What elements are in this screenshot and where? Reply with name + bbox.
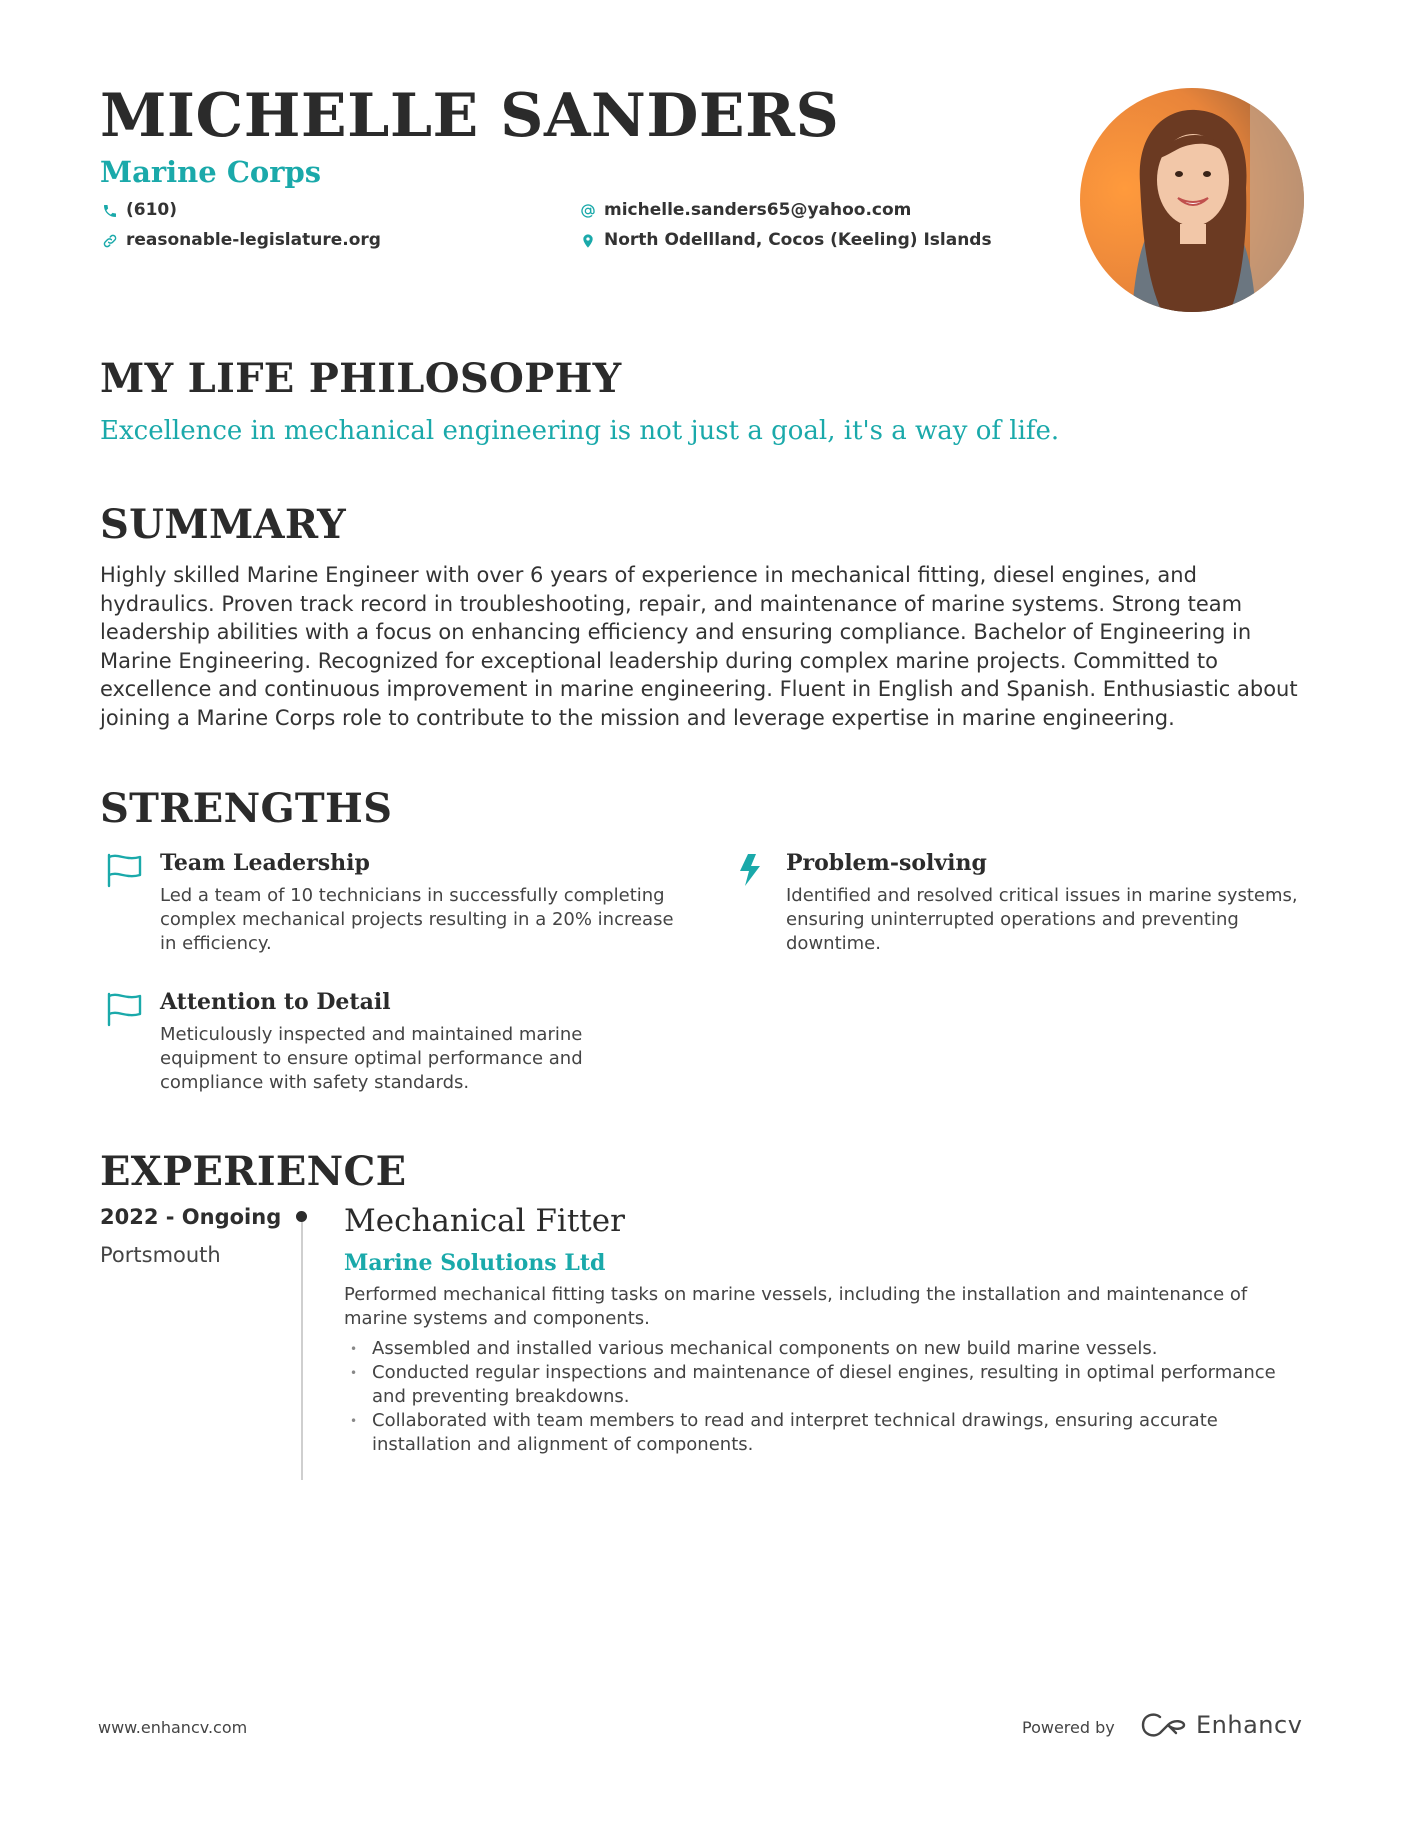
link-icon bbox=[102, 233, 118, 249]
map-pin-icon bbox=[580, 233, 596, 249]
flag-icon bbox=[104, 991, 144, 1027]
candidate-role: Marine Corps bbox=[100, 155, 322, 189]
contact-website bbox=[102, 232, 381, 249]
enhancv-brand-text: Enhancv bbox=[1196, 1711, 1303, 1739]
footer-powered-by: Powered by bbox=[1022, 1718, 1115, 1737]
strength-title: Problem-solving bbox=[786, 850, 987, 876]
phone-text: (610) bbox=[126, 200, 178, 220]
timeline-line bbox=[301, 1222, 303, 1480]
experience-description: Performed mechanical fitting tasks on marine vessels, including the installation and maintenance of marine systems and components. bbox=[344, 1284, 1248, 1329]
strength-title: Team Leadership bbox=[160, 850, 370, 876]
phone-icon bbox=[102, 203, 118, 219]
enhancv-logo-icon bbox=[1140, 1712, 1188, 1738]
strength-description: Identified and resolved critical issues in marine systems, ensuring uninterrupted operations and preventing downtime. bbox=[786, 885, 1298, 955]
portrait-image bbox=[1080, 88, 1304, 312]
footer-website-link[interactable]: www.enhancv.com bbox=[98, 1718, 248, 1737]
experience-location: Portsmouth bbox=[100, 1243, 221, 1267]
lightning-icon bbox=[730, 852, 770, 888]
philosophy-quote: Excellence in mechanical engineering is not just a goal, it's a way of life. bbox=[100, 416, 1060, 446]
experience-bullet: • Collaborated with team members to read and interpret technical drawings, ensuring accurate installation and alignment of components. bbox=[344, 1409, 1304, 1457]
strengths-heading: STRENGTHS bbox=[100, 785, 393, 832]
email-text: michelle.sanders65@yahoo.com bbox=[604, 200, 912, 220]
experience-bullet: • Assembled and installed various mechanical components on new build marine vessels. bbox=[344, 1337, 1304, 1361]
experience-heading: EXPERIENCE bbox=[100, 1148, 407, 1195]
experience-position: Mechanical Fitter bbox=[344, 1203, 625, 1239]
location-text: North Odellland, Cocos (Keeling) Islands bbox=[604, 230, 992, 250]
contact-location bbox=[580, 232, 992, 249]
at-icon bbox=[580, 203, 596, 219]
experience-bullets bbox=[344, 1337, 1304, 1457]
candidate-name: MICHELLE SANDERS bbox=[100, 81, 840, 151]
contact-email bbox=[580, 202, 911, 219]
strength-description: Meticulously inspected and maintained marine equipment to ensure optimal performance and compliance with safety standards. bbox=[160, 1024, 583, 1094]
experience-dates: 2022 - Ongoing bbox=[100, 1205, 282, 1229]
flag-icon bbox=[104, 852, 144, 888]
timeline-dot bbox=[296, 1211, 307, 1222]
experience-bullet: • Conducted regular inspections and maintenance of diesel engines, resulting in optimal performance and preventing breakdowns. bbox=[344, 1361, 1304, 1409]
philosophy-heading: MY LIFE PHILOSOPHY bbox=[100, 355, 622, 402]
strength-item bbox=[160, 850, 680, 956]
strength-item bbox=[786, 850, 1306, 956]
summary-heading: SUMMARY bbox=[100, 501, 347, 548]
enhancv-logo bbox=[1140, 1712, 1302, 1738]
website-text: reasonable-legislature.org bbox=[126, 230, 381, 250]
contact-phone bbox=[102, 202, 177, 219]
experience-company: Marine Solutions Ltd bbox=[344, 1250, 606, 1276]
strength-description: Led a team of 10 technicians in successfully completing complex mechanical projects resulting in a 20% increase in efficiency. bbox=[160, 885, 674, 955]
profile-photo bbox=[1080, 88, 1304, 312]
strength-title: Attention to Detail bbox=[160, 989, 391, 1015]
summary-text: Highly skilled Marine Engineer with over 6 years of experience in mechanical fitting, diesel engines, and hydraulics. Proven track record in troubleshooting, repair, and maintenance of marine systems. Strong team leadership abilities with a focus on enhancing efficiency and ensuring compliance. Bachelor of Engineering in Marine Engineering. Recognized for exceptional leadership during complex marine projects. Committed to excellence and continuous improvement in marine engineering. Fluent in English and Spanish. Enthusiastic about joining a Marine Corps role to contribute to the mission and leverage expertise in marine engineering. bbox=[100, 563, 1298, 730]
strength-item bbox=[160, 989, 680, 1095]
